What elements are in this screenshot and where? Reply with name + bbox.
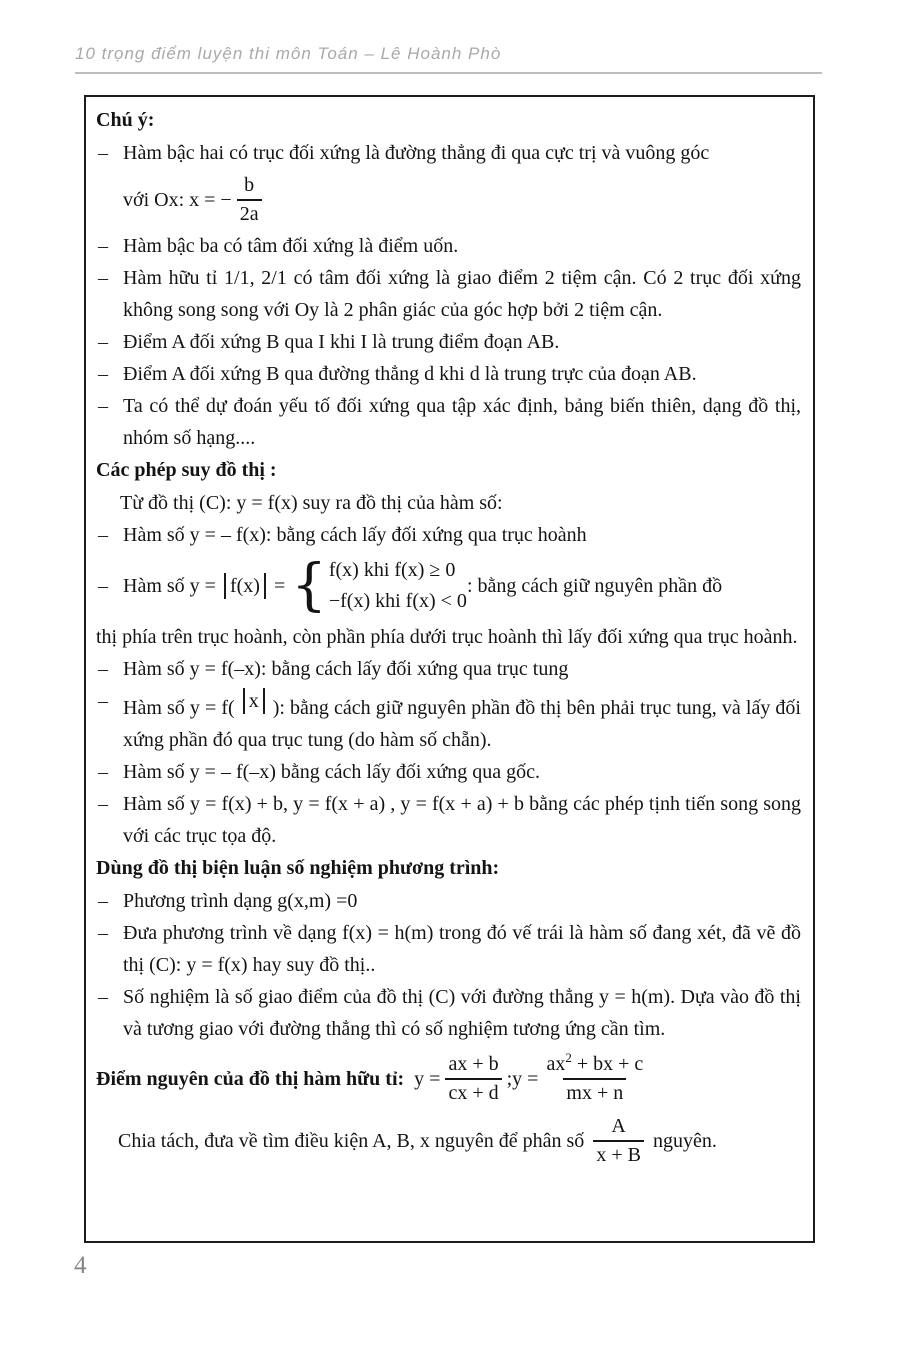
fraction-numerator: A [611, 1115, 626, 1137]
abs-bar [264, 573, 266, 599]
list-item [96, 358, 801, 390]
section-title-suy-do-thi: Các phép suy đồ thị : [96, 459, 277, 481]
fraction-numerator: b [244, 174, 255, 196]
section-title-diem-nguyen: Điểm nguyên của đồ thị hàm hữu tỉ: [96, 1067, 405, 1090]
list-item [96, 685, 801, 756]
piecewise-case: f(x) khi f(x) ≥ 0 [328, 559, 456, 581]
formula-prefix: với Ox: x = − [123, 189, 232, 211]
dash-marker: – [98, 235, 108, 257]
list-item-text: Điểm A đối xứng B qua đường thẳng d khi d là trung trực của đoạn AB. [123, 363, 697, 385]
fraction [543, 1051, 646, 1107]
fraction-denominator: 2a [237, 199, 262, 228]
piecewise-continuation: thị phía trên trục hoành, còn phần phía dưới trục hoành thì lấy đối xứng qua trục hoành. [96, 626, 798, 648]
equals-sign: = [273, 575, 286, 597]
equation-1 [414, 1051, 506, 1107]
list-item-text: Hàm bậc ba có tâm đối xứng là điểm uốn. [123, 235, 459, 257]
abs-bar [224, 573, 226, 599]
list-item [96, 262, 801, 326]
piecewise-case: −f(x) khi f(x) < 0 [328, 590, 467, 612]
dash-marker: – [98, 761, 108, 783]
dash-marker: – [98, 986, 108, 1008]
list-item-text: Hàm số y = f(x) + b, y = f(x + a) , y = f(x + a) + b bằng các phép tịnh tiến song song với các trục tọa độ. [123, 793, 801, 847]
fraction-numerator: $ax^2$ + bx + c [546, 1050, 644, 1075]
list-item-text: Phương trình dạng g(x,m) =0 [123, 890, 358, 912]
book-title: 10 trọng điểm luyện thi môn Toán – Lê Hoành Phò [75, 44, 502, 63]
dash-marker: – [98, 890, 108, 912]
list-item [96, 981, 801, 1045]
equation-separator: ; [506, 1068, 513, 1090]
piecewise-prefix: Hàm số y = [123, 575, 216, 597]
abs-content: x [248, 690, 259, 712]
list-item [96, 519, 801, 551]
fraction [237, 172, 262, 228]
abs-item-suffix: ): bằng cách giữ nguyên phần đồ thị bên phải trục tung, và lấy đối xứng phần đó qua trục tung (do hàm số chẵn). [123, 697, 801, 751]
dash-marker: – [98, 267, 108, 289]
list-item-text: Hàm số y = – f(–x) bằng cách lấy đối xứng qua gốc. [123, 761, 541, 783]
closing-note-text: Chia tách, đưa về tìm điều kiện A, B, x nguyên để phân số [118, 1130, 585, 1152]
fraction [445, 1051, 501, 1107]
abs-bar [243, 688, 245, 714]
equation-lhs: y = [414, 1068, 441, 1090]
list-item [96, 756, 801, 788]
section-intro: Từ đồ thị (C): y = f(x) suy ra đồ thị của hàm số: [120, 492, 503, 514]
equation-lhs: y = [512, 1068, 539, 1090]
list-item [96, 885, 801, 917]
list-item [96, 326, 801, 358]
absolute-value-group [220, 570, 270, 602]
list-item [96, 788, 801, 852]
note-box [84, 95, 815, 1243]
dash-marker: – [98, 142, 108, 164]
list-item-text: Hàm bậc hai có trục đối xứng là đường thẳng đi qua cực trị và vuông góc [123, 142, 710, 164]
fraction [593, 1113, 644, 1169]
fraction-denominator: x + B [593, 1140, 644, 1169]
dash-marker: – [98, 922, 108, 944]
closing-note-suffix: nguyên. [652, 1130, 717, 1152]
absolute-value-group [239, 685, 269, 717]
list-item-text: Hàm hữu tỉ 1/1, 2/1 có tâm đối xứng là giao điểm 2 tiệm cận. Có 2 trục đối xứng không song song với Oy là 2 phân giác của góc hợp bởi 2 tiệm cận. [123, 267, 801, 321]
abs-bar [263, 688, 265, 714]
list-item [96, 390, 801, 454]
list-item [96, 917, 801, 981]
equation-2 [512, 1051, 651, 1107]
abs-content: f(x) [229, 575, 260, 597]
piecewise-cases [329, 555, 467, 617]
fraction-denominator: cx + d [445, 1078, 501, 1107]
abs-item-prefix: Hàm số y = f( [123, 697, 235, 719]
dash-marker: – [98, 363, 108, 385]
dash-marker: – [98, 331, 108, 353]
dash-marker: – [98, 395, 108, 417]
list-item [96, 230, 801, 262]
dash-marker: – [98, 793, 108, 815]
closing-note-row [118, 1113, 801, 1169]
running-header [75, 44, 822, 74]
list-item-text: Số nghiệm là số giao điểm của đồ thị (C) với đường thẳng y = h(m). Dựa vào đồ thị và tương giao với đường thẳng thì có số nghiệm tương ứng cần tìm. [123, 986, 801, 1040]
section-title-chu-y: Chú ý: [96, 109, 155, 131]
list-item [96, 137, 801, 230]
fraction-numerator: ax + b [448, 1053, 499, 1075]
list-item-text: Điểm A đối xứng B qua I khi I là trung điểm đoạn AB. [123, 331, 560, 353]
page-number: 4 [74, 1252, 87, 1279]
list-item [96, 653, 801, 685]
curly-brace: { [291, 553, 327, 618]
dash-marker: – [98, 658, 108, 680]
fraction-denominator: mx + n [563, 1078, 626, 1107]
dash-marker: – [98, 575, 108, 597]
list-item-text: Hàm số y = – f(x): bằng cách lấy đối xứng qua trục hoành [123, 524, 587, 546]
piecewise-row [96, 555, 801, 617]
integer-points-row [96, 1051, 801, 1107]
dash-marker: – [98, 690, 108, 712]
exponent: 2 [565, 1050, 572, 1065]
dash-marker: – [98, 524, 108, 546]
list-item-piecewise [96, 551, 801, 653]
section-title-bien-luan: Dùng đồ thị biện luận số nghiệm phương trình: [96, 857, 500, 879]
piecewise-suffix: : bằng cách giữ nguyên phần đồ [466, 575, 723, 597]
list-item-text: Ta có thể dự đoán yếu tố đối xứng qua tập xác định, bảng biến thiên, dạng đồ thị, nhóm số hạng.... [123, 395, 801, 449]
list-item-text [123, 685, 801, 756]
list-item-text: Hàm số y = f(–x): bằng cách lấy đối xứng qua trục tung [123, 658, 569, 680]
list-item-text: Đưa phương trình về dạng f(x) = h(m) trong đó vế trái là hàm số đang xét, đã vẽ đồ thị (C): y = f(x) hay suy đồ thị.. [123, 922, 801, 976]
formula-line [123, 172, 801, 228]
